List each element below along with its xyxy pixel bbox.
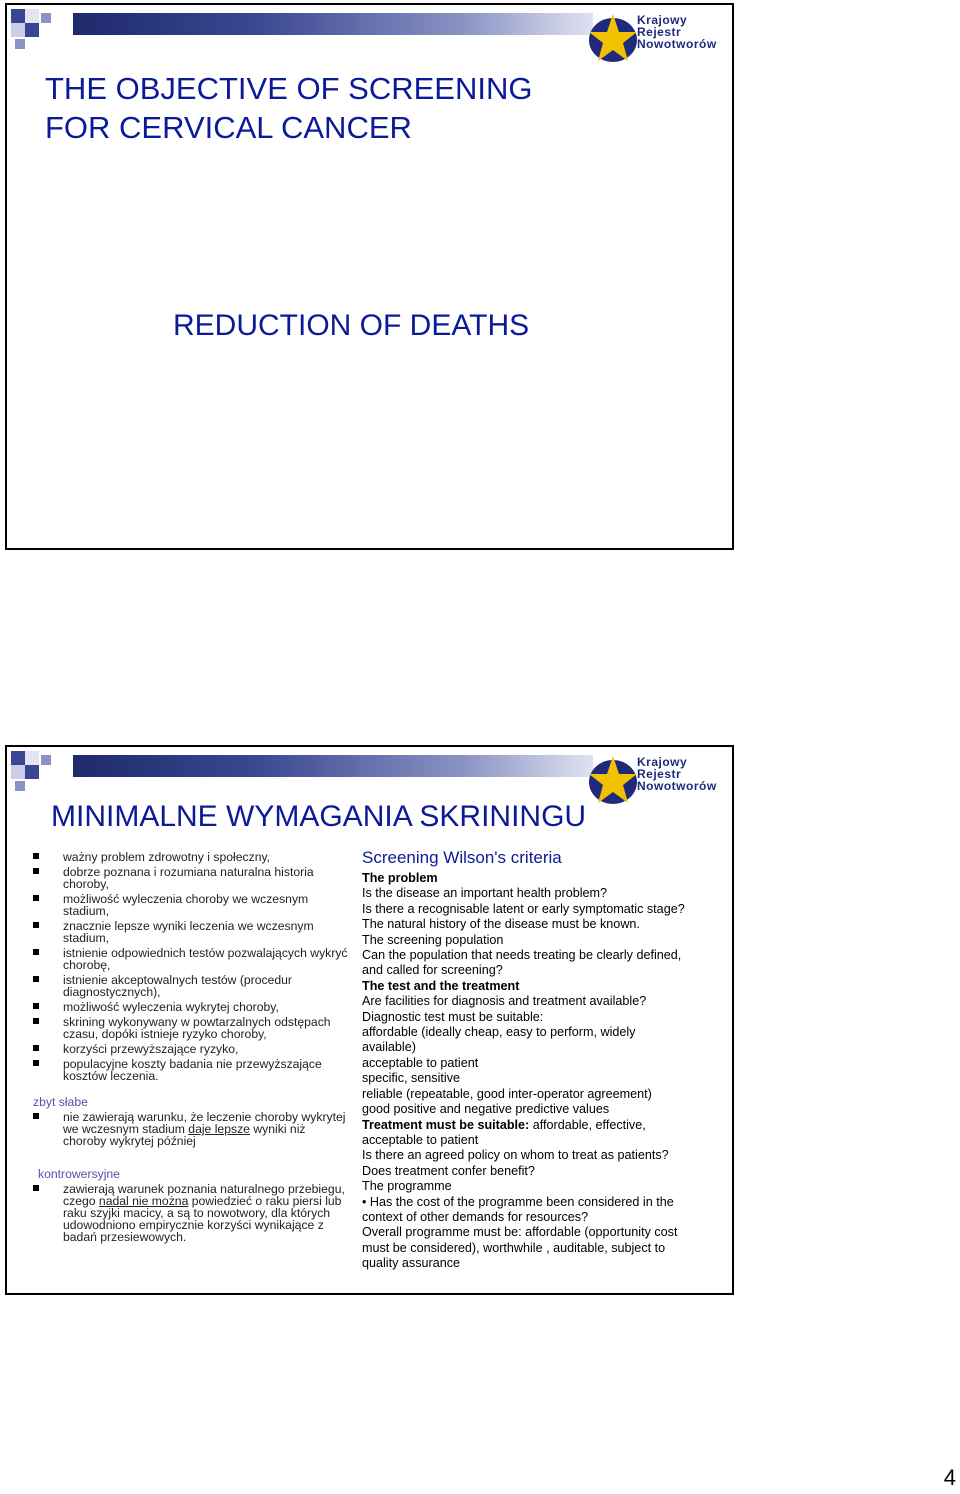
list-item: dobrze poznana i rozumiana naturalna historia choroby, xyxy=(33,866,349,890)
wilson-criteria-title: Screening Wilson's criteria xyxy=(362,848,562,867)
criteria-line: context of other demands for resources? xyxy=(362,1209,589,1224)
square-bullet-icon xyxy=(33,1018,39,1024)
page-number: 4 xyxy=(943,1465,956,1490)
criteria-line: Does treatment confer benefit? xyxy=(362,1163,535,1178)
logo-text: Krajowy Rejestr Nowotworów xyxy=(637,13,717,51)
criteria-line: • Has the cost of the programme been considered in the xyxy=(362,1194,674,1209)
list-item: istnienie akceptowalnych testów (procedur diagnostycznych), xyxy=(33,974,349,998)
krajowy-rejestr-logo xyxy=(587,748,729,810)
criteria-line: good positive and negative predictive values xyxy=(362,1102,610,1117)
requirements-list xyxy=(33,851,349,1082)
square-bullet-icon xyxy=(33,922,39,928)
controversial-label: kontrowersyjne xyxy=(38,1167,120,1181)
criteria-line: The natural history of the disease must be known. xyxy=(362,917,640,932)
square-bullet-icon xyxy=(33,1003,39,1009)
square-bullet-icon xyxy=(33,976,39,982)
square-bullet-icon xyxy=(33,949,39,955)
square-bullet-icon xyxy=(33,1060,39,1066)
wilson-criteria-column xyxy=(362,847,732,1272)
list-item: populacyjne koszty badania nie przewyższające kosztów leczenia. xyxy=(33,1058,349,1082)
square-bullet-icon xyxy=(33,895,39,901)
list-item: możliwość wyleczenia choroby we wczesnym stadium, xyxy=(33,893,349,917)
criteria-line: affordable (ideally cheap, easy to perform, widely xyxy=(362,1025,636,1040)
list-item: możliwość wyleczenia wykrytej choroby, xyxy=(33,1001,349,1013)
square-bullet-icon xyxy=(33,853,39,859)
list-item: istnienie odpowiednich testów pozwalających wykryć chorobę, xyxy=(33,947,349,971)
criteria-line: The programme xyxy=(362,1179,452,1194)
slide-2-title: MINIMALNE WYMAGANIA SKRININGU xyxy=(51,800,587,833)
criteria-line: Is there an agreed policy on whom to treat as patients? xyxy=(362,1148,669,1163)
criteria-line: acceptable to patient xyxy=(362,1132,479,1147)
slide-1-subtitle: REDUCTION OF DEATHS xyxy=(173,309,530,342)
square-bullet-icon xyxy=(33,1185,39,1191)
controversial-list xyxy=(33,1183,349,1243)
star-icon xyxy=(587,752,643,808)
krajowy-rejestr-logo xyxy=(587,6,729,68)
list-item: skrining wykonywany w powtarzalnych odstępach czasu, dopóki istnieje ryzyko choroby, xyxy=(33,1016,349,1040)
star-icon xyxy=(587,10,643,66)
criteria-line: Diagnostic test must be suitable: xyxy=(362,1009,544,1024)
decorative-squares xyxy=(11,751,71,787)
criteria-line: must be considered), worthwhile , auditable, subject to xyxy=(362,1240,666,1255)
requirements-column xyxy=(33,851,349,1246)
criteria-line: Is the disease an important health problem? xyxy=(362,886,608,901)
criteria-line: Overall programme must be: affordable (opportunity cost xyxy=(362,1225,678,1240)
list-item: korzyści przewyższające ryzyko, xyxy=(33,1043,349,1055)
criteria-line: The test and the treatment xyxy=(362,978,520,993)
square-bullet-icon xyxy=(33,868,39,874)
slide-1-title: THE OBJECTIVE OF SCREENING FOR CERVICAL CANCER xyxy=(45,71,533,145)
criteria-line: Can the population that needs treating be clearly defined, xyxy=(362,948,682,963)
criteria-line: specific, sensitive xyxy=(362,1071,460,1086)
header-band xyxy=(73,13,593,35)
slide-1 xyxy=(5,3,734,550)
criteria-line: and called for screening? xyxy=(362,963,503,978)
criteria-line: Is there a recognisable latent or early symptomatic stage? xyxy=(362,901,685,916)
criteria-line: acceptable to patient xyxy=(362,1055,479,1070)
criteria-line: Are facilities for diagnosis and treatment available? xyxy=(362,994,647,1009)
criteria-line: The problem xyxy=(362,871,438,885)
weak-list xyxy=(33,1111,349,1147)
wilson-criteria-list xyxy=(362,871,732,1272)
square-bullet-icon xyxy=(33,1045,39,1051)
list-item: zawierają warunek poznania naturalnego przebiegu, czego nadal nie można powiedzieć o raku piersi lub raku szyjki macicy, a są to nowotwory, dla których udowodniono empirycznie korzyści wynikające z badań przesiewowych. xyxy=(33,1183,349,1243)
logo-text: Krajowy Rejestr Nowotworów xyxy=(637,755,717,793)
criteria-line: Treatment must be suitable: affordable, effective, xyxy=(362,1117,646,1132)
slide-2 xyxy=(5,745,734,1295)
list-item: ważny problem zdrowotny i społeczny, xyxy=(33,851,349,863)
decorative-squares xyxy=(11,9,71,45)
criteria-line: The screening population xyxy=(362,932,504,947)
criteria-line: available) xyxy=(362,1040,416,1055)
weak-label: zbyt słabe xyxy=(33,1095,88,1109)
criteria-line: reliable (repeatable, good inter-operator agreement) xyxy=(362,1086,652,1101)
list-item: nie zawierają warunku, że leczenie choroby wykrytej we wczesnym stadium daje lepsze wyniki niż choroby wykrytej później xyxy=(33,1111,349,1147)
header-band xyxy=(73,755,593,777)
square-bullet-icon xyxy=(33,1113,39,1119)
criteria-line: quality assurance xyxy=(362,1256,461,1271)
list-item: znacznie lepsze wyniki leczenia we wczesnym stadium, xyxy=(33,920,349,944)
